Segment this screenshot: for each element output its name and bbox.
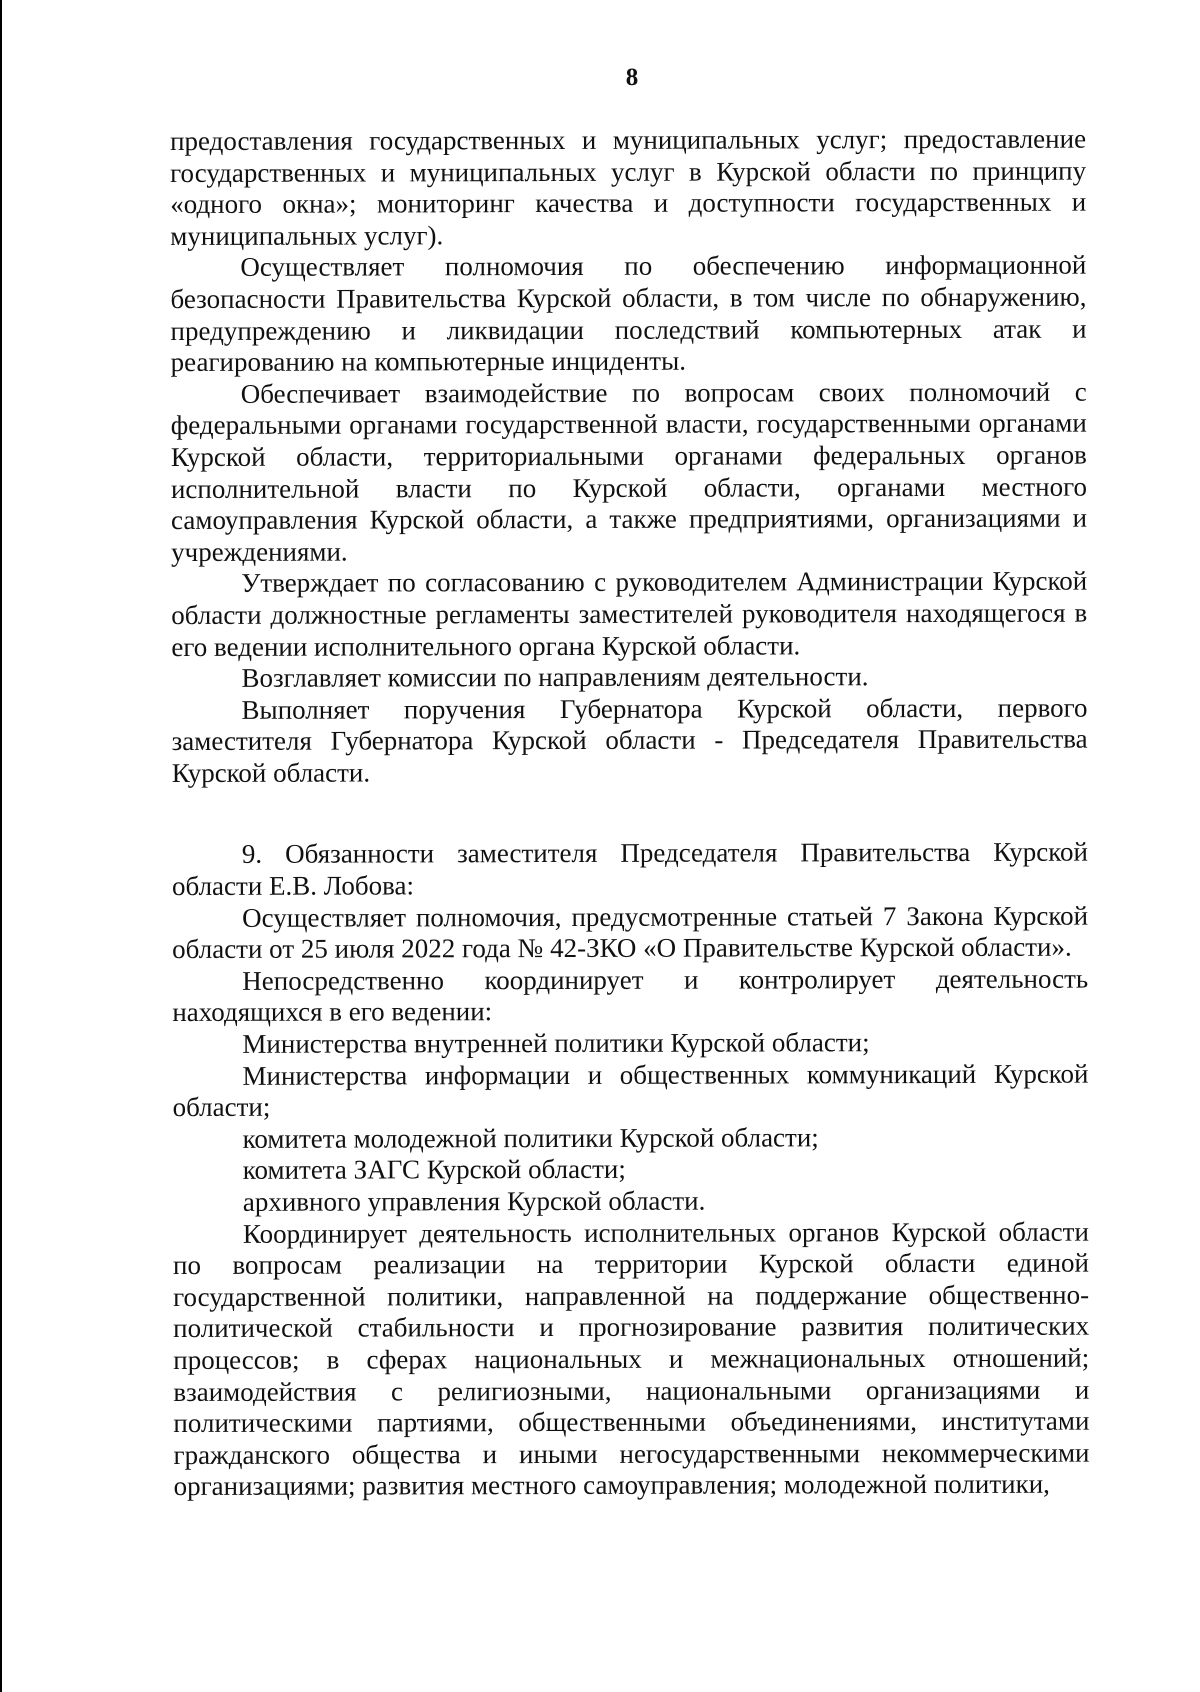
scan-left-edge <box>0 0 2 1692</box>
paragraph-instructions: Выполняет поручения Губернатора Курской области, первого заместителя Губернатора Курской области - Председателя Правительства Курской области. <box>171 692 1088 788</box>
section-spacer <box>172 787 1088 839</box>
paragraph-commissions: Возглавляет комиссии по направлениям деятельности. <box>241 661 869 693</box>
section-9-coordinates: Непосредственно координирует и контролирует деятельность находящихся в его ведении: <box>172 963 1089 1028</box>
list-item: комитета ЗАГС Курской области; <box>242 1154 626 1186</box>
paragraph-info-security: Осуществляет полномочия по обеспечению информационной безопасности Правительства Курской области, в том числе по обнаружению, предупреждению и ликвидации последствий компьютерных атак и реагированию на компьютерные инциденты. <box>170 249 1087 378</box>
paragraph-continuation: предоставления государственных и муниципальных услуг; предоставление государственных и муниципальных услуг в Курской области по принципу «одного окна»; мониторинг качества и доступности государственных и муниципальных услуг). <box>170 123 1087 251</box>
paragraph-regulations: Утверждает по согласованию с руководителем Администрации Курской области должностные регламенты заместителей руководителя находящегося в его ведении исполнительного органа Курской области. <box>171 565 1088 662</box>
page-number: 8 <box>625 64 639 91</box>
section-9-heading: 9. Обязанности заместителя Председателя Правительства Курской области Е.В. Лобова: <box>171 837 1088 902</box>
paragraph-interaction: Обеспечивает взаимодействие по вопросам своих полномочий с федеральными органами государственной власти, государственными органами Курской области, территориальными органами федеральных органов исполнительной власти по Курской области, органами местного самоуправления Курской области, а также предприятиями, организациями и учреждениями. <box>170 376 1088 567</box>
list-item: Министерства внутренней политики Курской области; <box>242 1027 870 1059</box>
section-9-coordination-policy: Координирует деятельность исполнительных органов Курской области по вопросам реализации на территории Курской области единой государственной политики, направленной на поддержание общественно-политической стабильности и прогнозирование развития политических процессов; в сферах национальных и межнациональных отношений; взаимодействия с религиозными, национальными организациями и политическими партиями, общественными объединениями, институтами гражданского общества и иными негосударственными некоммерческими организациями; развития местного самоуправления; молодежной политики, <box>172 1216 1090 1502</box>
section-9-powers: Осуществляет полномочия, предусмотренные статьей 7 Закона Курской области от 25 июля 2022 года № 42-ЗКО «О Правительстве Курской области». <box>172 900 1089 965</box>
list-item: комитета молодежной политики Курской области; <box>242 1122 819 1154</box>
list-item: архивного управления Курской области. <box>242 1185 706 1217</box>
list-item: Министерства информации и общественных коммуникаций Курской области; <box>172 1058 1089 1123</box>
document-body <box>170 124 1090 1503</box>
